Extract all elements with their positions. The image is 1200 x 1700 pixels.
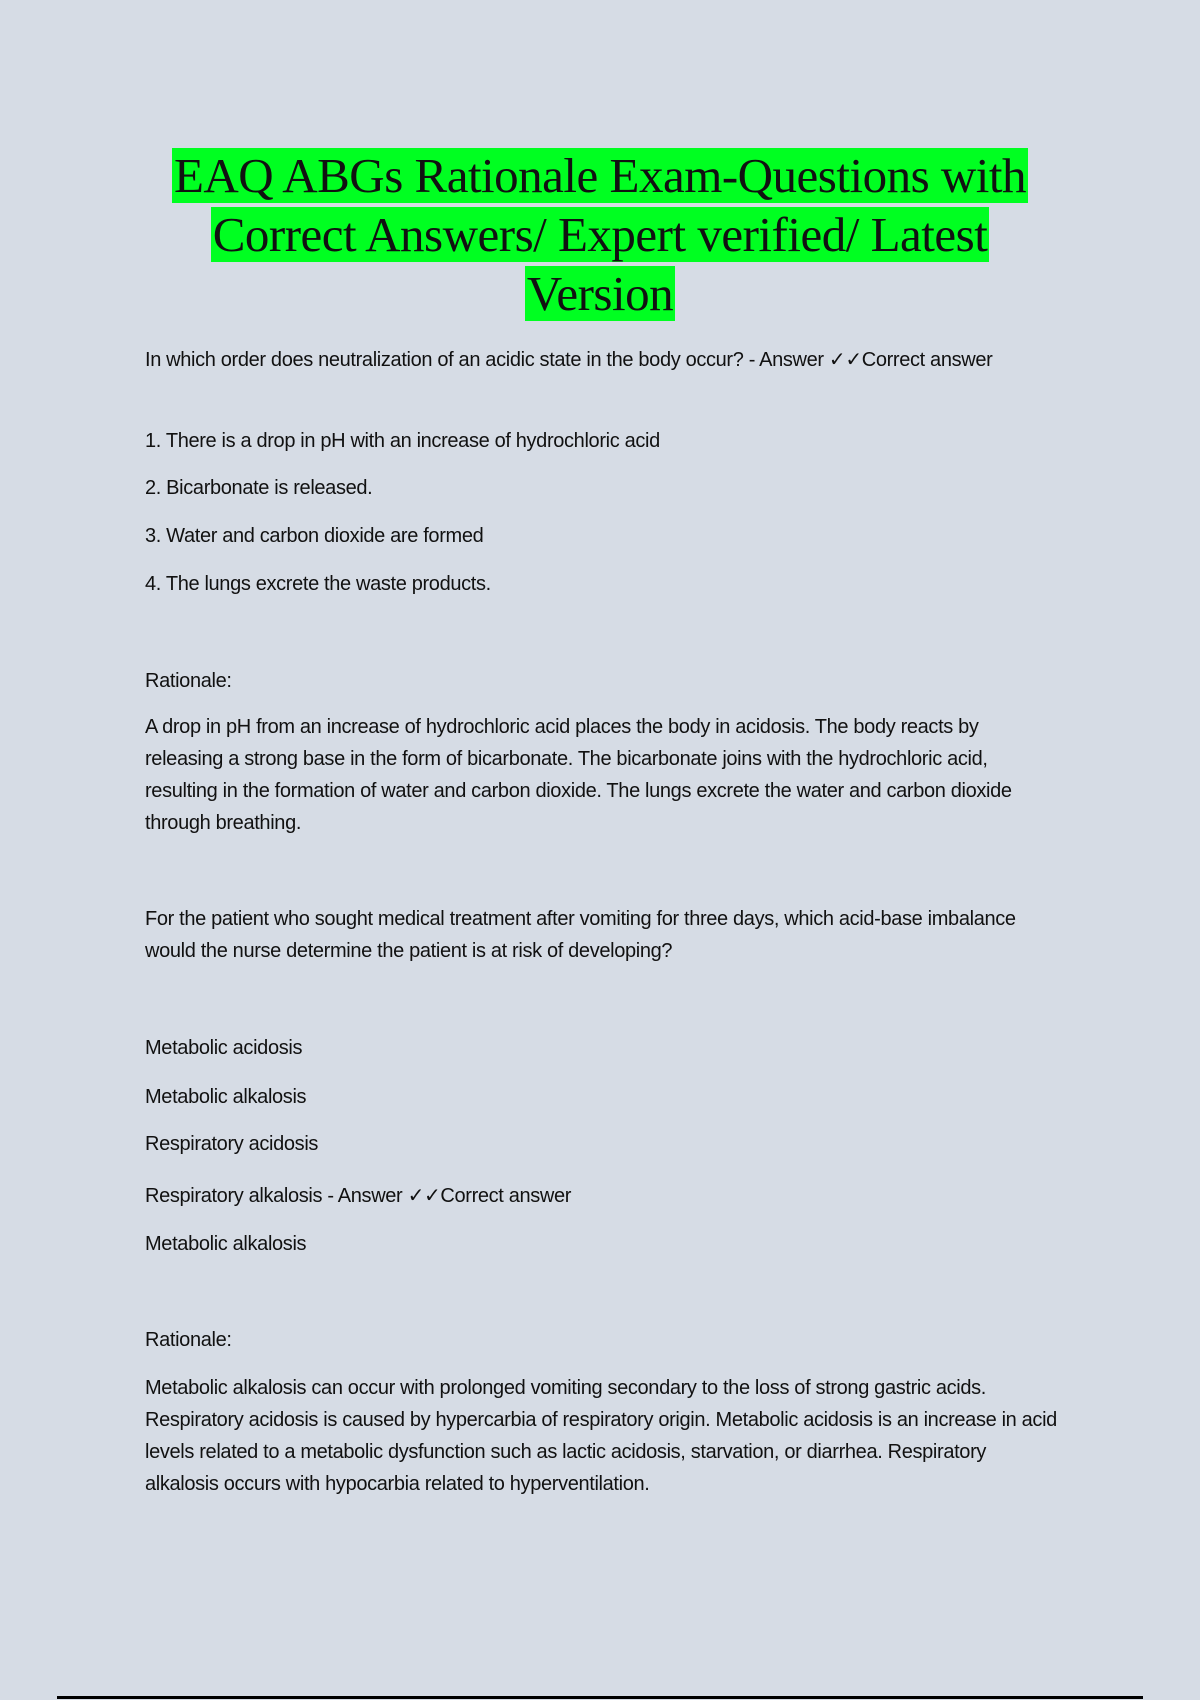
- rationale-1: A drop in pH from an increase of hydrochloric acid places the body in acidosis. The body reacts by releasing a strong base in the form of bicarbonate. The bicarbonate joins with the hydrochloric acid, resulting in the formation of water and carbon dioxide. The lungs excrete the water and carbon dioxide through breathing.: [145, 716, 1012, 834]
- title-line-2: Correct Answers/ Expert verified/ Latest: [212, 207, 988, 262]
- question-2-option: Respiratory acidosis: [145, 1133, 319, 1155]
- document-title: [0, 146, 1200, 323]
- question-2-option-correct: Respiratory alkalosis - Answer ✓✓Correct answer: [145, 1185, 572, 1207]
- title-line-1: EAQ ABGs Rationale Exam-Questions with: [173, 148, 1027, 203]
- question-1-step: 2. Bicarbonate is released.: [145, 477, 373, 499]
- rationale-2: Metabolic alkalosis can occur with prolonged vomiting secondary to the loss of strong gastric acids. Respiratory acidosis is caused by hypercarbia of respiratory origin. Metabolic acidosis is an increase in acid levels related to a metabolic dysfunction such as lactic acidosis, starvation, or diarrhea. Respiratory alkalosis occurs with hypocarbia related to hyperventilation.: [145, 1377, 1057, 1495]
- question-1-step: 4. The lungs excrete the waste products.: [145, 573, 491, 595]
- question-2-option: Metabolic alkalosis: [145, 1233, 307, 1255]
- question-1: In which order does neutralization of an acidic state in the body occur? - Answer ✓✓Correct answer: [145, 349, 993, 371]
- question-1-step: 1. There is a drop in pH with an increase of hydrochloric acid: [145, 430, 660, 452]
- title-line-3: Version: [526, 266, 674, 321]
- rationale-label-1: Rationale:: [145, 670, 232, 692]
- question-1-step: 3. Water and carbon dioxide are formed: [145, 525, 484, 547]
- question-2-option: Metabolic alkalosis: [145, 1086, 307, 1108]
- question-2: For the patient who sought medical treatment after vomiting for three days, which acid-base imbalance would the nurse determine the patient is at risk of developing?: [145, 908, 1016, 962]
- rationale-label-2: Rationale:: [145, 1329, 232, 1351]
- page-bottom-rule: [57, 1696, 1143, 1699]
- question-2-option: Metabolic acidosis: [145, 1037, 303, 1059]
